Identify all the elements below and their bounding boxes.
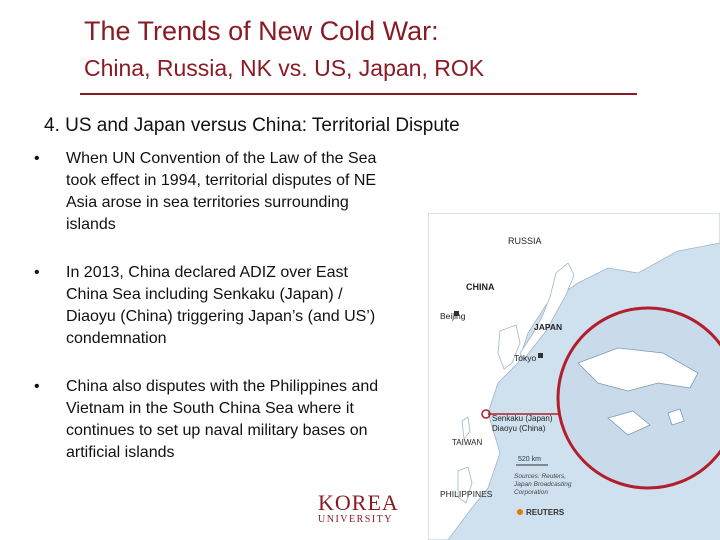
reuters-logo-icon: [517, 509, 523, 515]
reuters-label: REUTERS: [526, 508, 565, 517]
territorial-map: [428, 213, 720, 540]
bullet-icon: •: [34, 264, 40, 281]
sources-line-3: Corporation: [514, 489, 548, 496]
section-heading: 4. US and Japan versus China: Territorial Dispute: [44, 115, 460, 136]
sources-line-2: Japan Broadcasting: [514, 481, 572, 488]
label-senkaku: Senkaku (Japan): [492, 414, 553, 423]
zoom-circle: [558, 308, 720, 488]
label-japan: JAPAN: [534, 322, 563, 332]
logo-subtext: UNIVERSITY: [318, 514, 393, 525]
tokyo-marker: [538, 353, 543, 358]
logo-wordmark: KOREA: [318, 490, 399, 515]
bullet-icon: •: [34, 150, 40, 167]
title-divider: [80, 93, 637, 95]
slide-subtitle: China, Russia, NK vs. US, Japan, ROK: [84, 55, 485, 81]
label-russia: RUSSIA: [508, 236, 542, 246]
slide-title: The Trends of New Cold War:: [84, 16, 439, 46]
bullet-item: [34, 262, 394, 350]
bullet-item: [34, 376, 394, 464]
bullet-text: China also disputes with the Philippines and Vietnam in the South China Sea where it continues to set up naval military bases on artificial islands: [66, 378, 379, 461]
scale-label: 520 km: [518, 456, 541, 463]
label-china: CHINA: [466, 282, 495, 292]
map-graphic: [428, 213, 720, 540]
bullet-item: [34, 148, 394, 236]
label-tokyo: Tokyo: [514, 353, 537, 363]
bullet-text: When UN Convention of the Law of the Sea took effect in 1994, territorial disputes of NE Asia arose in sea territories surrounding islands: [66, 150, 377, 233]
bullet-text: In 2013, China declared ADIZ over East China Sea including Senkaku (Japan) / Diaoyu (China) triggering Japan’s (and US’) condemnation: [66, 264, 376, 347]
label-beijing: Beijing: [440, 311, 466, 321]
label-diaoyu: Diaoyu (China): [492, 424, 546, 433]
bullet-icon: •: [34, 378, 40, 395]
bullet-list: [34, 148, 394, 490]
label-taiwan: TAIWAN: [452, 438, 483, 447]
university-logo: [318, 492, 399, 526]
label-philippines: PHILIPPINES: [440, 489, 493, 499]
sources-line-1: Sources: Reuters,: [514, 473, 567, 480]
